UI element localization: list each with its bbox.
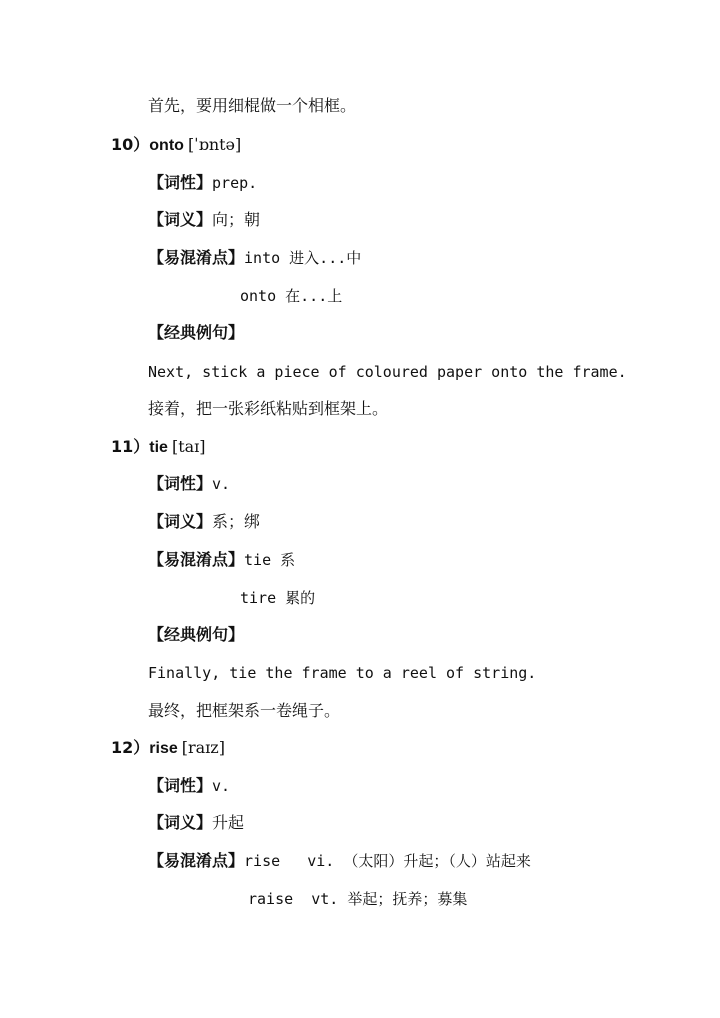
translation-line: 首先，要用细棍做一个相框。: [148, 96, 357, 115]
meaning-row: [148, 512, 260, 533]
confusion-item: tire 累的: [240, 589, 316, 607]
confusion-label: 【易混淆点】: [148, 248, 245, 267]
headword: onto: [149, 137, 184, 154]
confusion-label: 【易混淆点】: [148, 550, 245, 569]
phonetic: [taɪ]: [171, 437, 206, 456]
confusion-row: [148, 248, 361, 269]
example-label: 【经典例句】: [148, 625, 245, 644]
confusion-item: raise vt. 举起；抚养；募集: [248, 890, 468, 908]
pos-label: 【词性】: [148, 173, 213, 192]
example-chinese: 最终，把框架系一卷绳子。: [148, 701, 341, 720]
headword: rise: [149, 740, 178, 757]
meaning-label: 【词义】: [148, 512, 213, 531]
example-chinese: 接着，把一张彩纸粘贴到框架上。: [148, 399, 389, 418]
confusion-item: tie 系: [244, 551, 296, 569]
meaning-row: [148, 210, 260, 231]
part-of-speech-row: [148, 173, 257, 194]
headword: tie: [149, 439, 168, 456]
meaning-value: 向；朝: [212, 210, 261, 229]
phonetic: [raɪz]: [181, 738, 225, 757]
meaning-row: [148, 813, 244, 834]
entry-number: 10）: [111, 135, 150, 154]
pos-value: v.: [212, 777, 231, 795]
meaning-label: 【词义】: [148, 813, 213, 832]
part-of-speech-row: [148, 474, 230, 495]
example-english: Finally, tie the frame to a reel of string.: [148, 664, 537, 682]
confusion-item: into 进入...中: [244, 249, 362, 267]
entry-tie-heading: [111, 437, 206, 458]
part-of-speech-row: [148, 776, 230, 797]
confusion-label: 【易混淆点】: [148, 851, 245, 870]
confusion-item: rise vi. （太阳）升起；（人）站起来: [244, 852, 531, 870]
pos-value: prep.: [212, 174, 258, 192]
confusion-row: [148, 851, 531, 872]
entry-onto-heading: [111, 135, 241, 156]
example-english: Next, stick a piece of coloured paper onto the frame.: [148, 363, 627, 381]
entry-number: 12）: [111, 738, 150, 757]
meaning-label: 【词义】: [148, 210, 213, 229]
pos-value: v.: [212, 475, 231, 493]
meaning-value: 系；绑: [212, 512, 261, 531]
confusion-row: [148, 550, 295, 571]
example-label: 【经典例句】: [148, 323, 245, 342]
confusion-item: onto 在...上: [240, 287, 343, 305]
pos-label: 【词性】: [148, 474, 213, 493]
entry-rise-heading: [111, 738, 225, 759]
meaning-value: 升起: [212, 813, 245, 832]
entry-number: 11）: [111, 437, 150, 456]
phonetic: [ˈɒntə]: [187, 135, 242, 154]
pos-label: 【词性】: [148, 776, 213, 795]
